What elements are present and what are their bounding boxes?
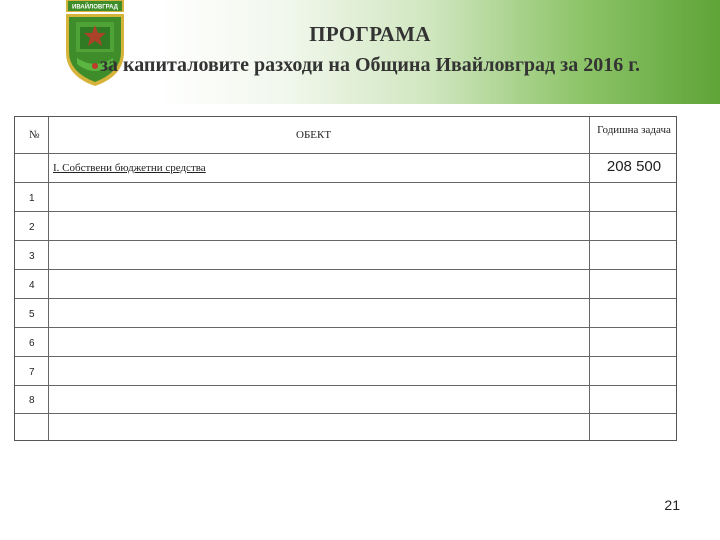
row-divider [15,240,676,241]
row-divider [15,327,676,328]
table-row-number: 4 [29,280,35,291]
column-header-annual-task: Годишна задача [597,124,671,136]
page-subtitle: за капиталовите разходи на Община Ивайловград за 2016 г. [99,54,641,76]
table-row-number: 7 [29,367,35,378]
section-label: I. Собствени бюджетни средства [53,162,206,174]
slide-header [0,0,720,104]
row-divider [15,298,676,299]
row-divider [15,385,676,386]
column-divider [48,117,49,440]
column-header-object: ОБЕКТ [296,129,332,141]
capital-expenses-table [14,116,677,441]
table-row-number: 6 [29,338,35,349]
table-row-number: 3 [29,251,35,262]
row-divider [15,153,676,154]
row-divider [15,413,676,414]
table-row-number: 8 [29,395,35,406]
row-divider [15,269,676,270]
row-divider [15,356,676,357]
page-title: ПРОГРАМА [309,22,431,46]
table-row-number: 2 [29,222,35,233]
table-row-number: 1 [29,193,35,204]
page-number: 21 [664,497,680,513]
section-total: 208 500 [606,158,662,175]
column-header-number: № [29,129,40,141]
table-row-number: 5 [29,309,35,320]
row-divider [15,211,676,212]
logo-text: ИВАЙЛОВГРАД [72,4,118,11]
row-divider [15,182,676,183]
